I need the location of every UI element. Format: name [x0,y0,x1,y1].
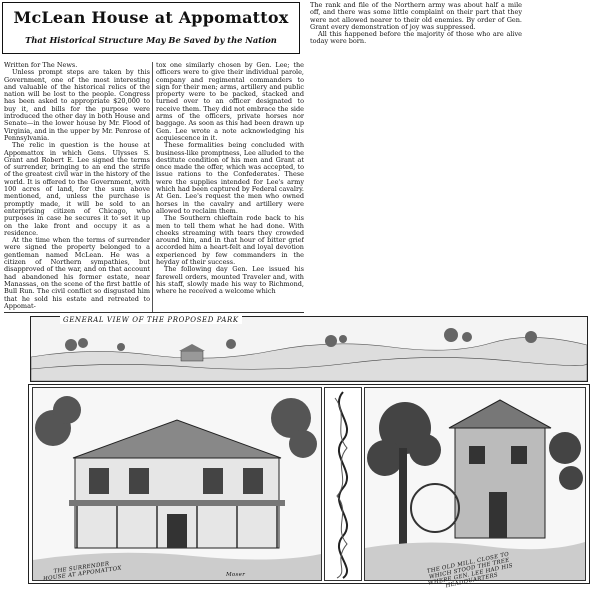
paragraph: The Southern chieftain rode back to his men to tell them what he had done. With cheeks streaming with tears they crowded around him, and in that hour of bitter grief accorded him a heart-felt and loyal devotion experienced by few commanders in the heyday of their success. [156,214,304,267]
paragraph: Written for The News. [4,62,78,69]
headline: McLean House at Appomattox [13,8,289,27]
headline-box [2,2,300,54]
paragraph: All this happened before the majority of those who are alive today were born. [310,30,522,46]
house-caption: THE SURRENDER HOUSE AT APPOMATTOX [42,561,123,583]
subheadline: That Historical Structure May Be Saved by the Nation [25,35,277,45]
paragraph: The following day Gen. Lee issued his farewell orders, mounted Traveler and, with his staff, slowly made his way to Richmond, where he received a welcome which [156,265,304,296]
paragraph: The rank and file of the Northern army was about half a mile off, and there was some little complaint on their part that they were not allowed nearer to their old enemies. By order of Gen. Grant every demonstration of joy was suppressed. [310,2,522,31]
artist-signature: Moser [226,572,246,578]
article-column-1 [4,62,150,314]
article-column-2 [156,62,304,314]
paragraph: Unless prompt steps are taken by this Government, one of the most interesting and valuable of the historical relics of the nation will be lost to the people. Congress has been asked to appropriate $20,000 to buy it, and bills for the purpose were introduced the other day in both House and Senate—in the lower house by Mr. Flood of Virginia, and in the upper by Mr. Penrose of Pennsylvania. [4,68,150,142]
paragraph: tox one similarly chosen by Gen. Lee; the officers were to give their individual parole, company and regimental commanders to sign for their men; arms, artillery and public property were to be packed, stacked and turned over to an officer designated to receive them. They did not embrace the side arms of the officers, private horses nor baggage. As soon as this had been drawn up Gen. Lee wrote a note acknowledging his acquiescence in it. [156,62,304,142]
column-divider [152,62,153,312]
paragraph: These formalities being concluded with business-like promptness, Lee alluded to the destitute condition of his men and Grant at once made the offer, which was accepted, to issue rations to the Confederates. These were the supplies intended for Lee's army which had been captured by Federal cavalry. At Gen. Lee's request the men who owned horses in the cavalry and artillery were allowed to reclaim them. [156,141,304,215]
paragraph: At the time when the terms of surrender were signed the property belonged to a gentleman named McLean. He was a citizen of Northern sympathies, but disapproved of the war, and on that account had abandoned his former estate, near Manassas, on the scene of the first battle of Bull Run. The civil conflict so disgusted him that he sold his estate and retreated to Appomat- [4,236,150,310]
mclean-house-illustration [32,387,322,581]
mill-caption: THE OLD MILL, CLOSE TO WHICH STOOD THE TREE WHERE GEN. LEE HAD HIS HEADQUARTERS [426,551,514,590]
article-column-3 [310,2,522,60]
park-panorama-illustration [30,316,588,382]
old-mill-illustration [364,387,586,581]
section-divider [4,312,304,313]
paragraph: The relic in question is the house at Appomattox in which Gens. Ulysses S. Grant and Robert E. Lee signed the terms of surrender, bringing to an end the strife of the greatest civil war in the history of the world. It is offered to the Government, with 100 acres of land, for the sum above mentioned, and, unless the purchase is promptly made, it will be sold to an enterprising citizen of Chicago, who purposes in case he secures it to set it up on the lake front and occupy it as a residence. [4,141,150,237]
panorama-caption: GENERAL VIEW OF THE PROPOSED PARK [60,316,242,324]
decorative-vine-border [324,387,362,581]
